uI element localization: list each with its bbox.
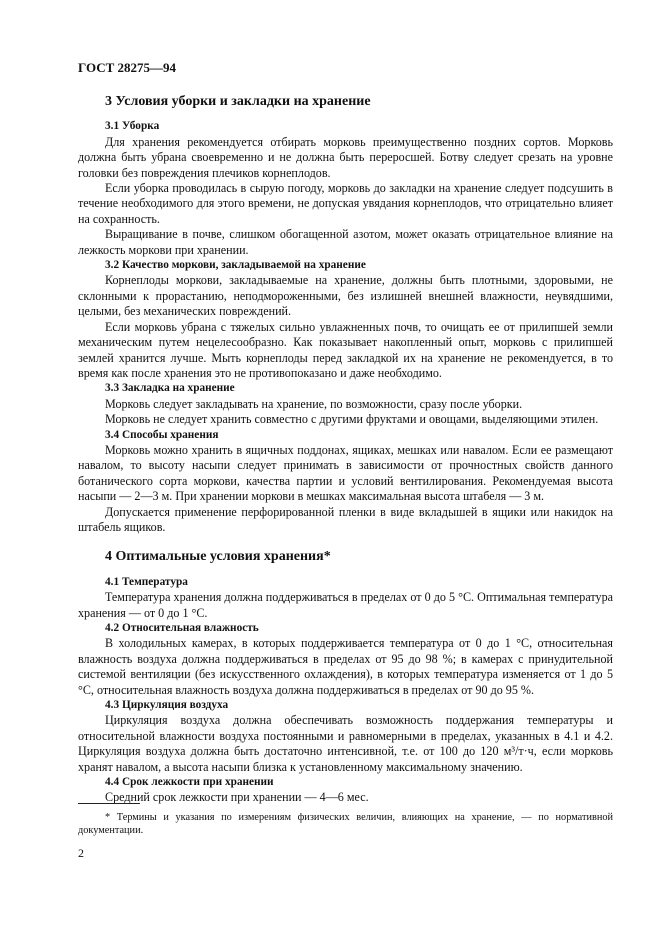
paragraph: Допускается применение перфорированной пленки в виде вкладышей в ящики или накидок на штабель ящиков. (78, 504, 613, 534)
subsection-3-1-title: 3.1 Уборка (105, 120, 160, 133)
subsection-3-3-title: 3.3 Закладка на хранение (105, 382, 235, 395)
paragraph: Морковь не следует хранить совместно с другими фруктами и овощами, выделяющими этилен. (105, 412, 599, 427)
paragraph: Если морковь убрана с тяжелых сильно увлажненных почв, то очищать ее от прилипшей земли механическим путем нецелесообразно. Как показывает накопленный опыт, морковь с прилипшей землей хранится лучше. Мыть корнеплоды перед закладкой их на хранение не рекомендуется, в то время как после хранения это не противопоказано и даже необходимо. (78, 319, 613, 380)
subsection-3-2-title: 3.2 Качество моркови, закладываемой на хранение (105, 259, 366, 272)
document-header: ГОСТ 28275—94 (78, 60, 177, 75)
paragraph: Морковь следует закладывать на хранение, по возможности, сразу после уборки. (105, 396, 523, 411)
section-4-title: 4 Оптимальные условия хранения* (105, 549, 331, 565)
footnote: * Термины и указания по измерениям физических величин, влияющих на хранение, — по нормативной документации. (78, 812, 613, 836)
paragraph: Корнеплоды моркови, закладываемые на хранение, должны быть плотными, здоровыми, не склонными к прорастанию, неподмороженными, без излишней внешней влажности, неувядшими, целыми, без механических повреждений. (78, 273, 613, 319)
subsection-4-4-title: 4.4 Срок лежкости при хранении (105, 776, 274, 789)
page-number: 2 (78, 846, 84, 860)
paragraph: Морковь можно хранить в ящичных поддонах, ящиках, мешках или навалом. Если ее размещают навалом, то высоту насыпи следует принимать в зависимости от прочностных свойств данного ботанического сорта моркови, качества партии и условий вентилирования. Рекомендуемая высота насыпи — 2—3 м. При хранении моркови в мешках максимальная высота штабеля — 3 м. (78, 442, 613, 504)
subsection-4-1-title: 4.1 Температура (105, 575, 188, 588)
paragraph: Средний срок лежкости при хранении — 4—6 мес. (105, 790, 369, 805)
paragraph: Температура хранения должна поддерживаться в пределах от 0 до 5 °С. Оптимальная температура хранения — от 0 до 1 °С. (78, 590, 613, 620)
paragraph: Если уборка проводилась в сырую погоду, морковь до закладки на хранение следует подсушить в течение необходимого для этого времени, не допуская увядания корнеплодов, что отрицательно влияет на сохранность. (78, 181, 613, 226)
subsection-4-2-title: 4.2 Относительная влажность (105, 622, 259, 634)
footnote-divider (78, 803, 140, 804)
subsection-4-3-title: 4.3 Циркуляция воздуха (105, 699, 229, 712)
paragraph: Циркуляция воздуха должна обеспечивать возможность поддержания температуры и относительной влажности воздуха постоянными и равномерными в пределах, указанных в 4.1 и 4.2. Циркуляция воздуха должна быть достаточно интенсивной, т.е. от 100 до 120 м³/т·ч, если морковь хранят навалом, а высота насыпи близка к установленному максимальному значению. (78, 713, 613, 774)
section-3-title: 3 Условия уборки и закладки на хранение (105, 94, 371, 109)
paragraph: Выращивание в почве, слишком обогащенной азотом, может оказать отрицательное влияние на лежкость моркови при хранении. (78, 227, 613, 257)
subsection-3-4-title: 3.4 Способы хранения (105, 428, 219, 441)
paragraph: Для хранения рекомендуется отбирать морковь преимущественно поздних сортов. Морковь должна быть убрана своевременно и не должна быть переросшей. Ботву следует срезать на уровне головки без повреждения плечиков корнеплодов. (78, 134, 613, 180)
document-body (78, 90, 613, 806)
paragraph: В холодильных камерах, в которых поддерживается температура от 0 до 1 °С, относительная влажность воздуха должна поддерживаться в пределах от 95 до 98 %; в камерах с принудительной системой вентиляции (без искусственного охлаждения), в которых температура изменяется от 1 до 5 °С, относительная влажность воздуха должна поддерживаться в пределах от 90 до 95 %. (78, 636, 613, 697)
